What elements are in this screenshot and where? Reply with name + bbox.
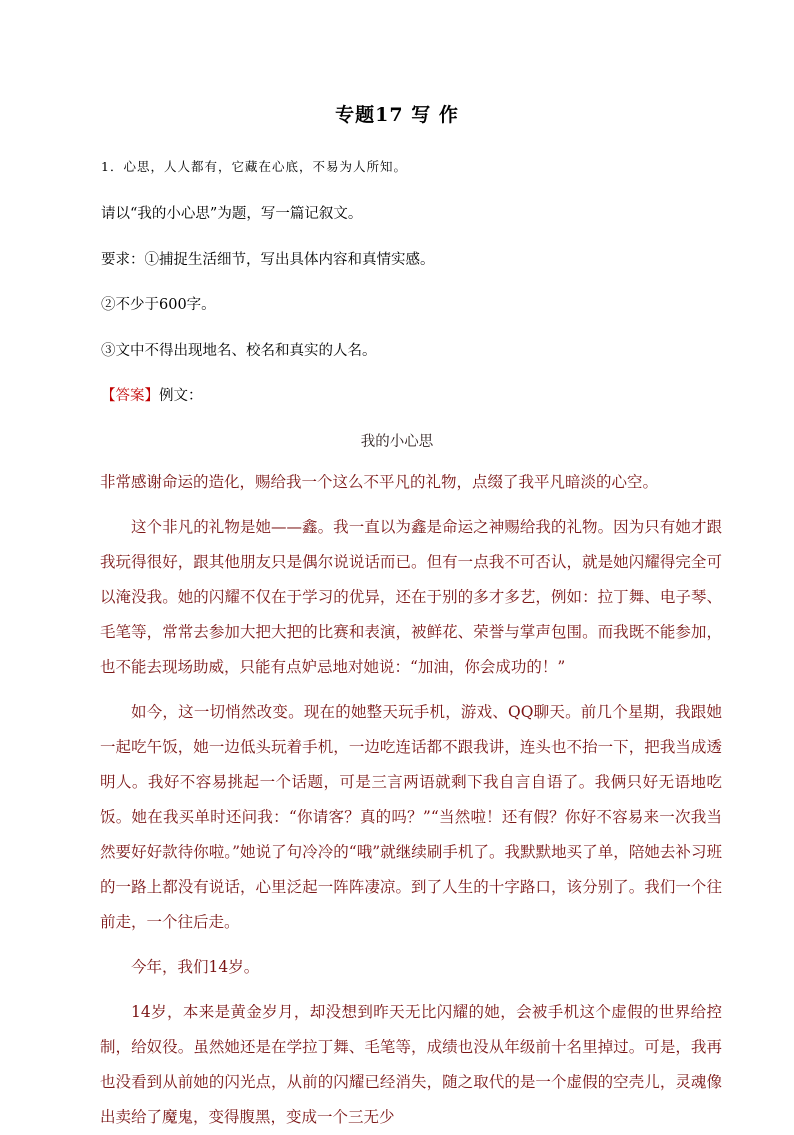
essay-paragraph: 如今，这一切悄然改变。现在的她整天玩手机，游戏、QQ聊天。前几个星期，我跟她一起吃午饭，她一边低头玩着手机，一边吃连话都不跟我讲，连头也不抬一下，把我当成透明人。我好不容易挑起一个话题，可是三言两语就剩下我自言自语了。我俩只好无语地吃饭。她在我买单时还问我：“你请客？真的吗？”“当然啦！还有假？你好不容易来一次我当然要好好款待你啦。”她说了句冷冷的“哦”就继续刷手机了。我默默地买了单，陪她去补习班的一路上都没有说话，心里泛起一阵阵凄凉。到了人生的十字路口，该分别了。我们一个往前走，一个往后走。 (100, 703, 722, 931)
answer-suffix: 例文： (159, 388, 203, 404)
essay-body (100, 465, 722, 1135)
question-prompt: 1．心思，人人都有，它藏在心底，不易为人所知。 (101, 159, 407, 174)
essay-paragraph: 非常感谢命运的造化，赐给我一个这么不平凡的礼物，点缀了我平凡暗淡的心空。 (100, 473, 659, 491)
requirement-2: ②不少于600字。 (101, 297, 216, 313)
essay-paragraph: 14岁，本来是黄金岁月，却没想到昨天无比闪耀的她，会被手机这个虚假的世界给控制，给奴役。虽然她还是在学拉丁舞、毛笔等，成绩也没从年级前十名里掉过。可是，我再也没看到从前她的闪光点，从前的闪耀已经消失，随之取代的是一个虚假的空壳儿，灵魂像出卖给了魔鬼，变得腹黑，变成一个三无少 (100, 1003, 722, 1126)
essay-title: 我的小心思 (360, 434, 434, 450)
answer-line (101, 384, 203, 405)
essay-paragraph: 这个非凡的礼物是她——鑫。我一直以为鑫是命运之神赐给我的礼物。因为只有她才跟我玩得很好，跟其他朋友只是偶尔说说话而已。但有一点我不可否认，就是她闪耀得完全可以淹没我。她的闪耀不仅在于学习的优异，还在于别的多才多艺，例如：拉丁舞、电子琴、毛笔等，常常去参加大把大把的比赛和表演，被鲜花、荣誉与掌声包围。而我既不能参加，也不能去现场助威，只能有点妒忌地对她说：“加油，你会成功的！” (100, 518, 722, 676)
essay-paragraph: 今年，我们14岁。 (131, 958, 260, 976)
requirement-1: 要求：①捕捉生活细节，写出具体内容和真情实感。 (101, 252, 435, 268)
question-task: 请以“我的小心思”为题，写一篇记叙文。 (101, 206, 363, 222)
requirement-3: ③文中不得出现地名、校名和真实的人名。 (101, 343, 377, 359)
answer-label: 【答案】 (101, 388, 159, 404)
page-title: 专题17 写 作 (335, 104, 459, 126)
